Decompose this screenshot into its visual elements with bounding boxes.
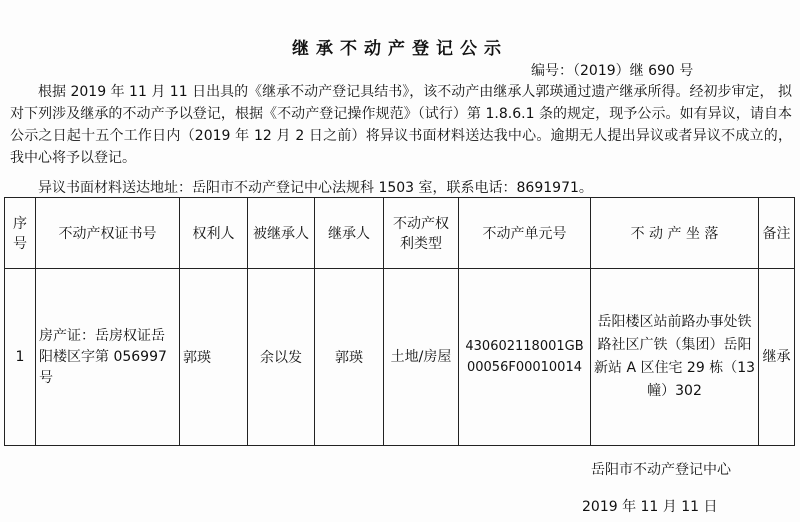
cell-heir: 郭瑛 bbox=[315, 269, 384, 446]
cell-location: 岳阳楼区站前路办事处铁路社区广铁（集团）岳阳新站 A 区住宅 29 栋（13 幢）302 bbox=[591, 269, 759, 446]
notice-title: 继承不动产登记公示 bbox=[292, 39, 508, 59]
objection-address: 异议书面材料送达地址：岳阳市不动产登记中心法规科 1503 室，联系电话：8691971。 bbox=[38, 180, 593, 196]
property-table bbox=[4, 197, 795, 446]
table-row bbox=[5, 269, 795, 446]
header-unit-no: 不动产单元号 bbox=[459, 198, 591, 269]
header-index: 序号 bbox=[5, 198, 36, 269]
header-certificate: 不动产权证书号 bbox=[36, 198, 180, 269]
notice-body: 根据 2019 年 11 月 11 日出具的《继承不动产登记具结书》，该不动产由继承人郭瑛通过遗产继承所得。经初步审定， 拟对下列涉及继承的不动产予以登记，根据《不动产登记操作规范》（试行）第 1.8.6.1 条的规定，现予公示。如有异议，请自本公示之日起十五个工作日内（2019 年 12 月 2 日之前）将异议书面材料送达我中心。逾期无人提出异议或者异议不成立的，我中心将予以登记。 bbox=[10, 84, 792, 166]
header-heir: 继承人 bbox=[315, 198, 384, 269]
issue-date: 2019 年 11 月 11 日 bbox=[582, 499, 718, 515]
issuing-org: 岳阳市不动产登记中心 bbox=[591, 462, 731, 478]
cell-unit-no: 430602118001GB00056F00010014 bbox=[459, 269, 591, 446]
header-remark: 备注 bbox=[759, 198, 795, 269]
cell-decedent: 余以发 bbox=[248, 269, 315, 446]
notice-number: 编号：（2019）继 690 号 bbox=[531, 63, 694, 79]
header-right-type: 不动产权利类型 bbox=[384, 198, 459, 269]
table-header-row bbox=[5, 198, 795, 269]
header-owner: 权利人 bbox=[180, 198, 248, 269]
cell-remark: 继承 bbox=[759, 269, 795, 446]
header-decedent: 被继承人 bbox=[248, 198, 315, 269]
cell-index: 1 bbox=[5, 269, 36, 446]
cell-right-type: 土地/房屋 bbox=[384, 269, 459, 446]
cell-owner: 郭瑛 bbox=[180, 269, 248, 446]
cell-certificate: 房产证：岳房权证岳阳楼区字第 056997 号 bbox=[36, 269, 180, 446]
header-location: 不 动 产 坐 落 bbox=[591, 198, 759, 269]
